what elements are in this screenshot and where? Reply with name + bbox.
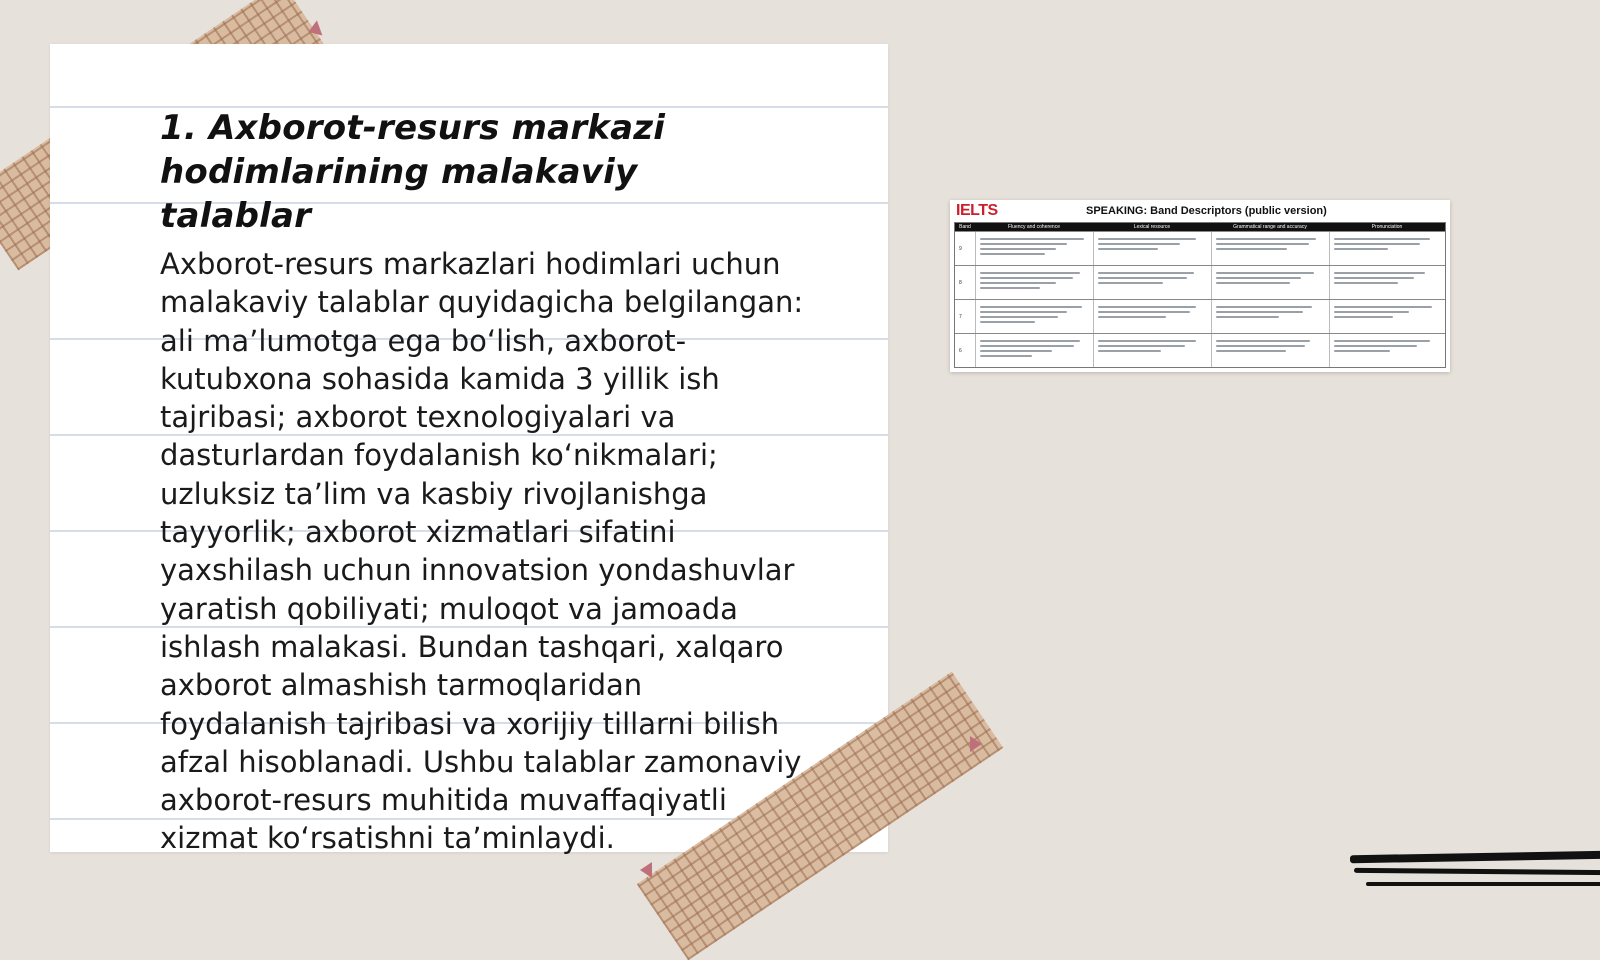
tape-tip-decoration (640, 862, 652, 878)
body-line: xizmat ko‘rsatishni ta’minlaydi. (160, 821, 615, 856)
brush-stroke (1366, 882, 1600, 886)
body-line: Axborot-resurs markazlari hodimlari uchun (160, 247, 781, 281)
body-line: yaratish qobiliyati; muloqot va jamoada (160, 591, 738, 626)
table-row (955, 265, 1445, 299)
table-row (955, 299, 1445, 333)
column-header: Fluency and coherence (1008, 224, 1060, 230)
column-header: Lexical resource (1133, 224, 1171, 230)
body-line: yaxshilash uchun innovatsion yondashuvlar (160, 553, 795, 588)
slide-title-line2: hodimlarining malakaviy talablar (160, 152, 638, 236)
band-number: 7 (959, 314, 962, 320)
body-line: tajribasi; axborot texnologiyalari va (160, 400, 676, 435)
body-line: malakaviy talablar quyidagicha belgilangan: (160, 285, 804, 320)
body-line: dasturlardan foydalanish ko‘nikmalari; (160, 438, 718, 473)
table-row (955, 333, 1445, 367)
column-header: Pronunciation (1371, 224, 1403, 230)
body-line: kutubxona sohasida kamida 3 yillik ish (160, 361, 720, 396)
body-line: axborot almashish tarmoqlaridan (160, 668, 643, 703)
table-row (955, 231, 1445, 265)
body-line: ali ma’lumotga ega bo‘lish, axborot- (160, 323, 687, 358)
brush-stroke (1350, 851, 1600, 864)
band-number: 8 (959, 280, 962, 286)
body-line: uzluksiz ta’lim va kasbiy rivojlanishga (160, 476, 708, 511)
body-line: axborot-resurs muhitida muvaffaqiyatli (160, 783, 727, 818)
table-header (955, 223, 1445, 231)
tape-tip-decoration (970, 736, 982, 752)
ielts-band-descriptors-image (950, 200, 1450, 372)
band-number: 9 (959, 246, 962, 252)
body-line: foydalanish tajribasi va xorijiy tillarni bilish (160, 706, 780, 741)
ielts-title: SPEAKING: Band Descriptors (public version) (1086, 205, 1327, 217)
slide-body-text (160, 245, 820, 858)
body-line: tayyorlik; axborot xizmatlari sifatini (160, 515, 676, 550)
slide-title (160, 106, 800, 238)
ielts-header (950, 200, 1450, 222)
band-descriptor-table (954, 222, 1446, 368)
body-line: afzal hisoblanadi. Ushbu talablar zamonaviy (160, 744, 802, 779)
ielts-logo: IELTS (956, 202, 998, 219)
band-number: 6 (959, 348, 962, 354)
body-line: ishlash malakasi. Bundan tashqari, xalqaro (160, 629, 784, 664)
column-header: Band (959, 224, 971, 230)
slide-title-line1: 1. Axborot-resurs markazi (160, 108, 666, 148)
column-header: Grammatical range and accuracy (1233, 224, 1307, 230)
brush-stroke (1354, 868, 1600, 875)
